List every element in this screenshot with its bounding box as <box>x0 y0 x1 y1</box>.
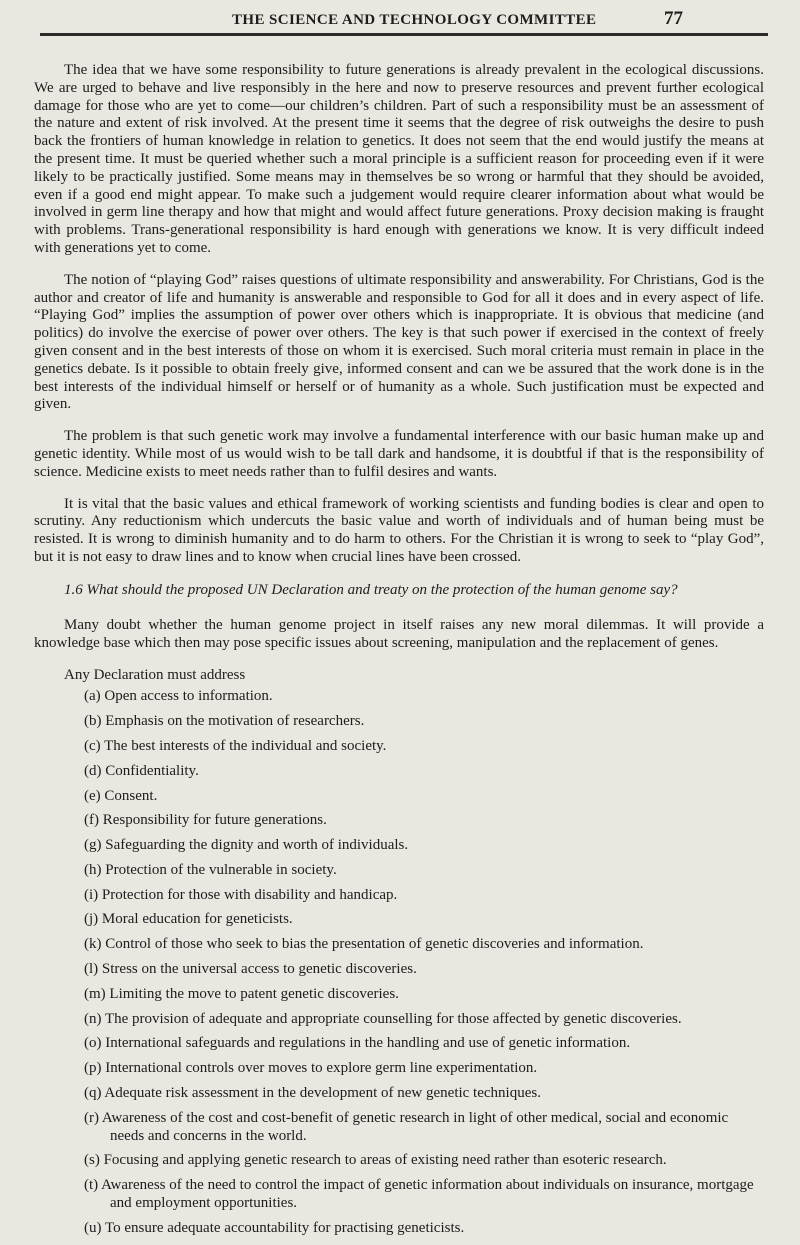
declaration-list <box>34 688 764 1237</box>
list-item: (t) Awareness of the need to control the impact of genetic information about individuals on insurance, mortgage and employment opportunities. <box>84 1177 754 1212</box>
list-item: (f) Responsibility for future generations. <box>84 812 327 829</box>
document-body <box>34 62 764 1245</box>
paragraph-genetic-identity: The problem is that such genetic work may involve a fundamental interference with our basic human make up and genetic identity. While most of us would wish to be tall dark and handsome, it is doubtful if that is the responsibility of science. Medicine exists to meet needs rather than to fulfil desires and wants. <box>34 428 764 480</box>
paragraph-ethical-framework: It is vital that the basic values and ethical framework of working scientists and funding bodies is clear and open to scrutiny. Any reductionism which undercuts the basic value and worth of individuals and of human being must be resisted. It is wrong to diminish humanity and to do harm to others. For the Christian it is wrong to seek to “play God”, but it is not easy to draw lines and to know when crucial lines have been crossed. <box>34 495 764 565</box>
page-number: 77 <box>664 8 683 29</box>
section-heading: 1.6 What should the proposed UN Declaration and treaty on the protection of the human genome say? <box>64 581 678 598</box>
list-item: (k) Control of those who seek to bias the presentation of genetic discoveries and information. <box>84 936 644 953</box>
list-item: (j) Moral education for geneticists. <box>84 911 293 928</box>
paragraph-playing-god: The notion of “playing God” raises questions of ultimate responsibility and answerability. For Christians, God is the author and creator of life and humanity is answerable and responsible to God for all it does and in every aspect of life. “Playing God” implies the assumption of power over others which is inappropriate. It is obvious that medicine (and politics) do involve the exercise of power over others. The key is that such power if exercised in the context of freely given consent and in the best interests of those on whom it is exercised. Such moral criteria must remain in place in the genetics debate. Is it possible to obtain freely give, informed consent and can we be assured that the work done is in the best interests of the individual himself or herself or of humanity as a whole. Such justification must be expected and given. <box>34 271 764 413</box>
list-item: (u) To ensure adequate accountability for practising geneticists. <box>84 1219 465 1236</box>
list-item: (b) Emphasis on the motivation of researchers. <box>84 713 365 730</box>
paragraph-future-generations: The idea that we have some responsibility to future generations is already prevalent in the ecological discussions. We are urged to behave and live responsibly in the here and now to preserve resources and prevent further ecological damage for those who are yet to come—our children’s children. Part of such a responsibility must be an assessment of the nature and extent of risk involved. At the present time it seems that the degree of risk outweighs the desire to push back the frontiers of human knowledge in relation to genetics. It does not seem that the end would justify the means at the present time. It must be queried whether such a moral principle is a sufficient reason for proceeding even if it were likely to be practically justified. Some means may in themselves be so wrong or harmful that they should be avoided, even if a good end might appear. To make such a judgement would require clearer information about what would be involved in germ line therapy and how that might and would affect future generations. Proxy decision making is fraught with problems. Trans-generational responsibility is hard enough with generations we know. It is very difficult indeed with generations yet to come. <box>34 62 764 256</box>
paragraph-moral-dilemmas: Many doubt whether the human genome project in itself raises any new moral dilemmas. It will provide a knowledge base which then may pose specific issues about screening, manipulation and the replacement of genes. <box>34 616 764 651</box>
list-item: (p) International controls over moves to explore germ line experimentation. <box>84 1060 538 1077</box>
list-item: (i) Protection for those with disability and handicap. <box>84 886 398 903</box>
page-header <box>0 0 800 40</box>
list-item: (h) Protection of the vulnerable in society. <box>84 861 337 878</box>
list-item: (o) International safeguards and regulations in the handling and use of genetic information. <box>84 1035 631 1052</box>
list-item: (c) The best interests of the individual and society. <box>84 737 387 754</box>
running-title: THE SCIENCE AND TECHNOLOGY COMMITTEE <box>232 12 597 28</box>
list-item: (g) Safeguarding the dignity and worth of individuals. <box>84 837 409 854</box>
list-item: (l) Stress on the universal access to genetic discoveries. <box>84 961 417 978</box>
list-item: (m) Limiting the move to patent genetic discoveries. <box>84 985 399 1002</box>
list-item: (d) Confidentiality. <box>84 762 199 779</box>
list-item: (s) Focusing and applying genetic research to areas of existing need rather than esoteric research. <box>84 1152 667 1169</box>
list-item: (e) Consent. <box>84 787 158 804</box>
list-intro: Any Declaration must address <box>64 667 246 684</box>
list-item: (a) Open access to information. <box>84 688 273 705</box>
header-rule <box>40 33 768 36</box>
list-item: (r) Awareness of the cost and cost-benefit of genetic research in light of other medical, social and economic needs and concerns in the world. <box>84 1109 729 1144</box>
list-item: (q) Adequate risk assessment in the development of new genetic techniques. <box>84 1085 541 1102</box>
list-item: (n) The provision of adequate and appropriate counselling for those affected by genetic discoveries. <box>84 1010 682 1027</box>
